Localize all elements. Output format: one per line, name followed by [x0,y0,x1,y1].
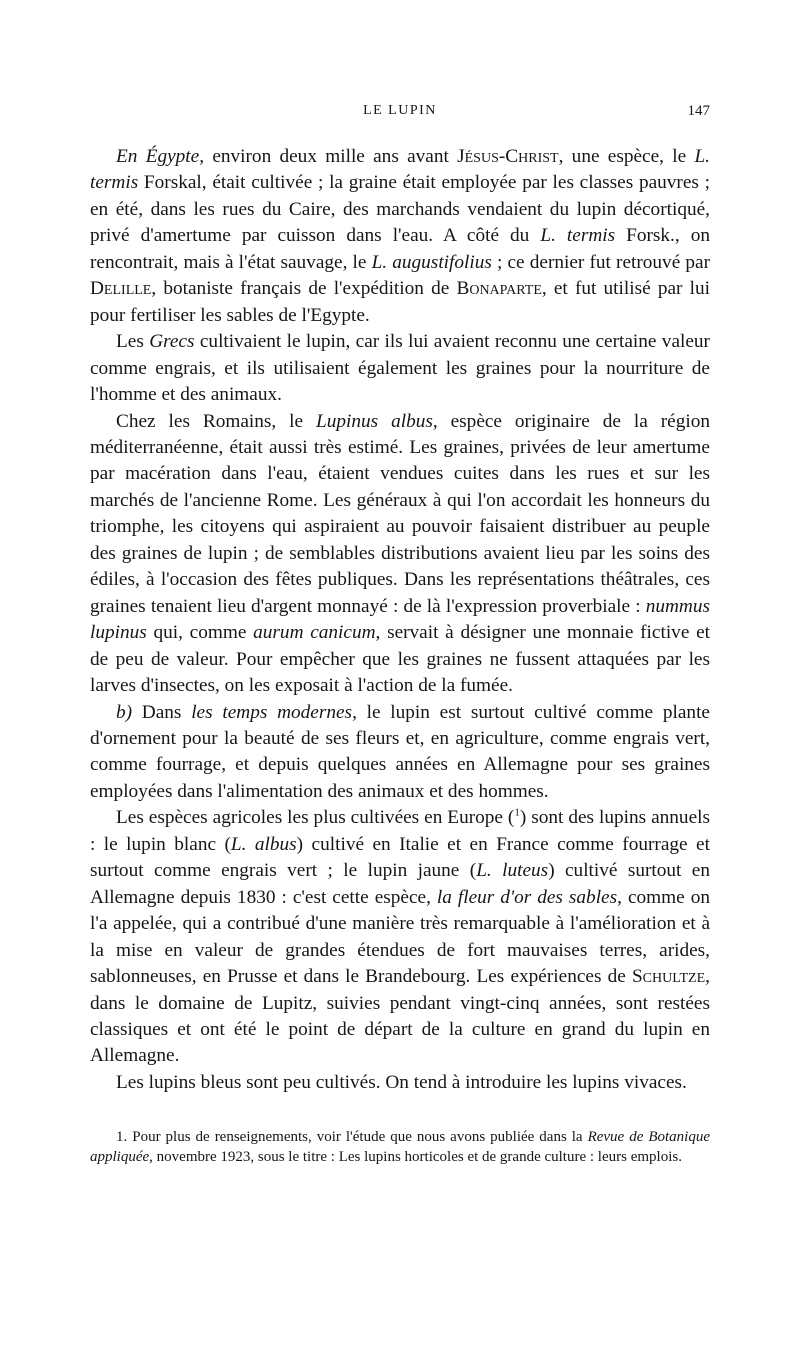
text-run: ) cultivé en Italie et en France comme fourrage et surtout comme engrais vert ; le lupin jaune ( [90,833,710,882]
text-run: Chez les Romains, le [116,410,317,432]
text-run: environ deux mille ans avant [204,146,458,167]
text-run: , espèce originaire de la région méditerranéenne, était aussi très estimé. Les graines, privées de leur amertume par macération dans l'eau, étaient vendues cuites dans les rues et sur les marchés de l'ancienne Rome. Les généraux à qui l'on accordait les honneurs du triomphe, les citoyens qui aspiraient au pouvoir faisaient distribuer au peuple des graines de lupin ; de semblables distributions avaient lieu par les soins des édiles, à l'occasion des fêtes publiques. Dans les représentations théâtrales, ces graines tenaient lieu d'argent monnayé : de là l'expression proverbiale : [90,410,710,617]
text-run: ) cultivé surtout en Allemagne depuis 1830 : c'est cette espèce, [90,860,711,908]
paragraph-blue-lupins [90,1070,710,1096]
text-run: qui, comme [146,622,254,644]
text-italic: la fleur d'or des sables [436,886,618,908]
text-small-caps: Jésus-Christ [457,146,559,167]
text-run: 1. Pour plus de renseignements, voir l'étude que nous avons publiée dans la [116,1129,588,1145]
text-italic: En Égypte, [116,146,205,167]
text-italic: nummus lupinus [90,595,710,644]
text-run: Dans [132,701,192,723]
text-run: , et fut utilisé par lui pour fertiliser les sables de l'Egypte. [90,278,710,326]
text-italic: L. luteus [476,860,549,882]
text-run: , dans le domaine de Lupitz, suivies pendant vingt-cinq années, sont restées classiques et ont été le point de départ de la culture en grand du lupin en Allemagne. [90,966,710,1067]
text-run: Forsk., on rencontrait, mais à l'état sauvage, le [90,225,710,273]
paragraph-agricultural-species [90,805,710,1070]
text-run: , servait à désigner une monnaie fictive et de peu de valeur. Pour empêcher que les graines ne fussent attaquées par les larves d'insectes, on les exposait à l'action de la fumée. [90,622,711,697]
text-run: , comme on l'a appelée, qui a contribué d'une manière très remarquable à l'amélioration et à la mise en valeur de grandes étendues de fort mauvaises terres, arides, sablonneuses, en Prusse et dans le Brandebourg. Les expériences de [90,886,710,988]
text-italic: b) [116,701,133,723]
text-run: , le lupin est surtout cultivé comme plante d'ornement pour la beauté de ses fleurs et, en agriculture, comme engrais vert, comme fourrage, et depuis quelques années en Allemagne pour ses graines employées dans l'alimentation des animaux et des hommes. [90,701,710,802]
text-italic: Lupinus albus [316,410,433,432]
text-italic: Revue de Botanique appliquée [90,1129,710,1165]
text-italic: L. augustifolius [371,251,492,273]
footnotes [90,1128,710,1167]
text-italic: Grecs [149,331,195,353]
text-run: , une espèce, le [558,146,695,167]
text-run: Les espèces agricoles les plus cultivées en Europe ( [116,807,515,829]
text-italic: L. albus [230,833,297,855]
text-italic: les temps modernes [191,701,353,723]
text-run: Les [116,331,150,353]
text-run: Les lupins bleus sont peu cultivés. On tend à introduire les lupins vivaces. [116,1071,687,1093]
paragraph-egypt [90,144,710,329]
text-small-caps: Delille [90,278,152,300]
text-run: Forskal, était cultivée ; la graine était employée par les classes pauvres ; en été, dans les rues du Caire, des marchands vendaient du lupin décortiqué, privé d'amertume par cuisson dans l'eau. A côté du [90,172,710,247]
footnote-marker: 1 [514,806,520,819]
paragraph-modern-times [90,700,710,806]
text-italic: aurum canicum [253,622,376,644]
text-run: , novembre 1923, sous le titre : Les lupins horticoles et de grande culture : leurs emplois. [149,1148,682,1165]
text-run: , botaniste français de l'expédition de [151,278,457,300]
footnote-1 [90,1128,710,1167]
page-number: 147 [687,103,710,119]
text-italic: L. termis [90,146,710,194]
text-run: ) sont des lupins annuels : le lupin blanc ( [90,807,710,855]
running-title: LE LUPIN [363,103,437,118]
paragraph-romans [90,409,710,700]
text-run: cultivaient le lupin, car ils lui avaient reconnu une certaine valeur comme engrais, et ils utilisaient également les graines pour la nourriture de l'homme et des animaux. [90,331,710,406]
main-text [90,144,710,1096]
text-run: ; ce dernier fut retrouvé par [491,251,711,273]
text-italic: L. termis [540,225,616,247]
page-header [90,103,710,127]
paragraph-greeks [90,329,710,408]
text-small-caps: Schultze [631,966,706,988]
text-small-caps: Bonaparte [456,278,542,300]
